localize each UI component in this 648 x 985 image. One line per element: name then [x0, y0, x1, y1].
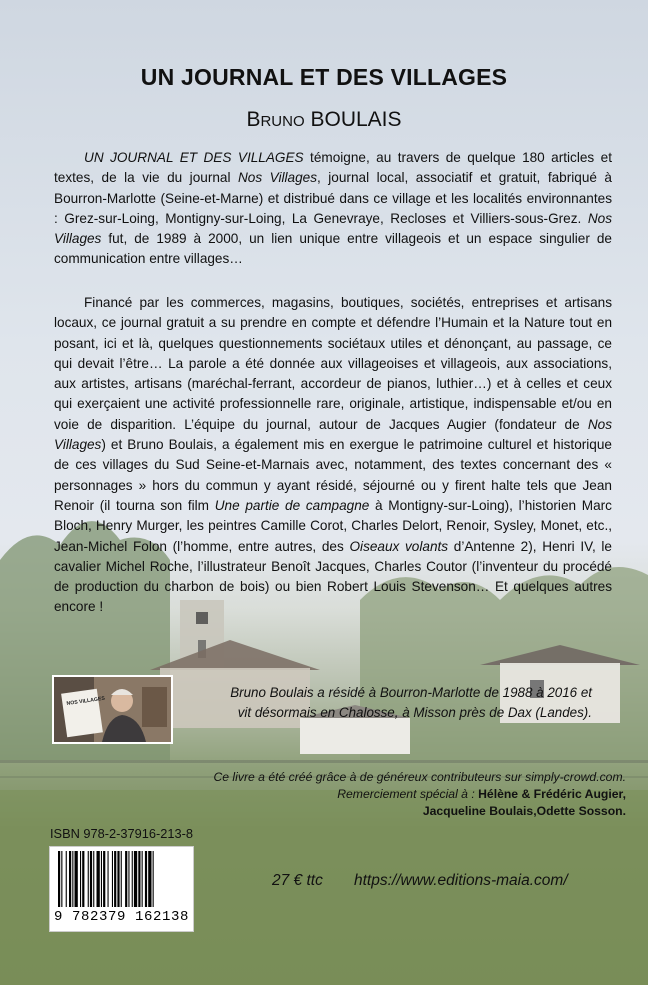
barcode-bar: [125, 851, 127, 907]
barcode-bar: [88, 851, 89, 907]
film-title-italic: Une partie de campagne: [214, 497, 370, 513]
special-thanks-label: Remerciement spécial à :: [337, 787, 479, 801]
synopsis-paragraph-1: [54, 148, 612, 270]
synopsis-text: Financé par les commerces, magasins, boutiques, sociétés, entreprises et artisans locaux, ce journal gratuit a su prendre en compte et défendre l’Humain et la Nature tout en posant, ici et là, quelques questionnements sociétaux utiles et dénonçant, au passage, ce qui devait l’être… La parole a été donnée aux villageoises et villageois, aux associations, aux artistes, artisans (maréchal-ferrant, accordeur de pianos, luthier…) et à celles et ceux qui exerçaient une activité professionnelle rare, originale, artistique, indispensable et/ou en voie de disparition. L’équipe du journal, autour de Jacques Augier (fondateur de: [54, 295, 612, 432]
barcode-bar: [82, 851, 84, 907]
barcode-bars: [56, 851, 187, 909]
barcode-bar: [101, 851, 102, 907]
barcode-bar: [112, 851, 113, 907]
synopsis-text: témoigne, au travers de quelque 180 articles et textes, de la vie du journal: [54, 150, 612, 186]
barcode-bar: [128, 851, 129, 907]
barcode-bar: [103, 851, 105, 907]
author-bio-line: vit désormais en Chalosse, à Misson près de Dax (Landes).: [237, 705, 592, 720]
barcode-number: 9 782379 162138: [53, 909, 190, 925]
author-photo: [52, 675, 173, 744]
barcode-bar: [69, 851, 71, 907]
special-thanks-names: Jacqueline Boulais,Odette Sosson.: [422, 804, 626, 818]
barcode-bar: [97, 851, 100, 907]
isbn-label: ISBN 978-2-37916-213-8: [50, 826, 193, 841]
isbn-barcode: [49, 846, 194, 932]
crowdfunding-credit: Ce livre a été créé grâce à de généreux contributeurs sur simply-crowd.com.: [213, 770, 626, 784]
barcode-bar: [90, 851, 92, 907]
barcode-bar: [75, 851, 78, 907]
synopsis-text: d’Antenne 2), Henri IV, le cavalier Michel Roche, l’illustrateur Benoît Jacques, Charles Coutor (l’inventeur du procédé de production du charbon de bois) ou bien Robert Louis Stevenson… Et quelques autres encore !: [54, 538, 612, 615]
book-price: 27 € ttc: [272, 872, 323, 889]
barcode-bar: [66, 851, 67, 907]
synopsis-title-italic: UN JOURNAL ET DES VILLAGES: [84, 150, 304, 165]
author-bio-line: Bruno Boulais a résidé à Bourron-Marlotte de 1988 à 2016 et: [230, 685, 592, 700]
credits-block: [106, 769, 626, 820]
author-bio: [172, 683, 592, 723]
barcode-bar: [121, 851, 122, 907]
synopsis-text: , journal local, associatif et gratuit, fabriqué à Bourron-Marlotte (Seine-et-Marne) et distribué dans ce village et les localités environnantes : Grez-sur-Loing, Montigny-sur-Loing, La Genevraye, Recloses et Villiers-sous-Grez.: [54, 170, 612, 226]
synopsis-text: fut, de 1989 à 2000, un lien unique entre villageois et un espace singulier de communication entre villages…: [54, 231, 612, 267]
work-title-italic: Oiseaux volants: [349, 538, 449, 554]
synopsis-paragraph-2: [54, 293, 612, 618]
barcode-bar: [153, 851, 154, 907]
journal-name-italic: Nos Villages: [54, 210, 612, 247]
barcode-bar: [142, 851, 143, 907]
barcode-bar: [145, 851, 147, 907]
journal-name-italic: Nos Villages: [237, 170, 318, 186]
journal-name-italic: Nos Villages: [54, 416, 612, 453]
book-title: UN JOURNAL ET DES VILLAGES: [140, 64, 508, 90]
synopsis-text: ) et Bruno Boulais, a également mis en exergue le patrimoine culturel et historique de ces villages du Sud Seine-et-Marnais avec, notamment, des textes concernant des « personnages » hors du commun y ayant résidé, séjourné ou y firent halte tels que Jean Renoir (il tourna son film: [54, 437, 612, 513]
barcode-bar: [93, 851, 94, 907]
barcode-bar: [117, 851, 119, 907]
barcode-bar: [138, 851, 140, 907]
barcode-bar: [61, 851, 62, 907]
book-author: Bruno BOULAIS: [246, 108, 402, 131]
photo-newspaper-text: NOS VILLAGES: [66, 695, 106, 708]
barcode-bar: [72, 851, 73, 907]
barcode-bar: [114, 851, 116, 907]
synopsis-text: à Montigny-sur-Loing), l’historien Marc Bloch, Henry Murger, les peintres Camille Corot, Charles Delort, Renoir, Sysley, Monet, etc., Jean-Michel Folon (l’homme, entre autres, des: [54, 497, 612, 554]
barcode-bar: [108, 851, 109, 907]
publisher-url: https://www.editions-maia.com/: [354, 872, 568, 889]
special-thanks-names: Hélène & Frédéric Augier,: [478, 787, 626, 801]
barcode-bar: [132, 851, 133, 907]
barcode-bar: [148, 851, 151, 907]
barcode-bar: [58, 851, 60, 907]
barcode-bar: [80, 851, 81, 907]
barcode-bar: [134, 851, 137, 907]
